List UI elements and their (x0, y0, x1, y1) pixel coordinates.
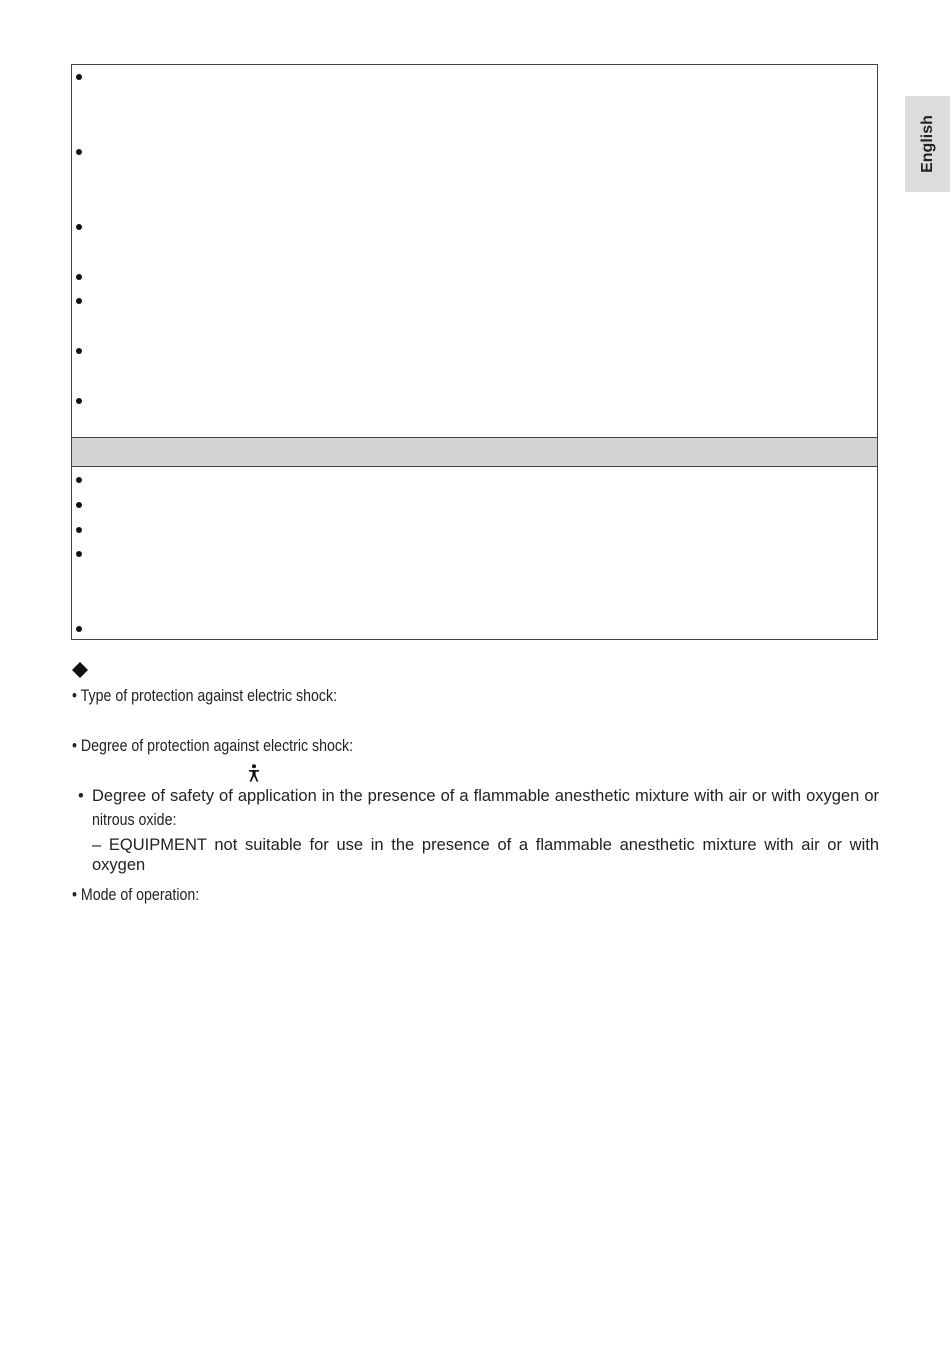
list-item-text: Type of protection against electric shock: (80, 687, 338, 705)
warnings-box (71, 64, 878, 640)
box-bullet (76, 626, 82, 632)
list-item-safety-degree-cont (92, 810, 176, 830)
bullet: • (72, 737, 77, 755)
list-item-bullet (78, 786, 84, 806)
box-bullet (76, 74, 82, 80)
person-icon (247, 764, 261, 782)
box-bullet (76, 502, 82, 508)
bullet: • (72, 886, 77, 904)
list-item-text: Degree of protection against electric shock: (80, 737, 354, 755)
bullet: • (78, 787, 84, 805)
list-item-protection-degree (72, 736, 353, 756)
list-item-mode-of-operation (72, 885, 199, 905)
list-item-text: nitrous oxide: (92, 811, 177, 829)
box-section-header (72, 437, 877, 467)
list-item-text: Mode of operation: (80, 886, 200, 904)
box-bullet (76, 398, 82, 404)
list-item-text: Degree of safety of application in the presence of a flammable anesthetic mixture with air or with oxygen or (92, 787, 879, 805)
diamond-icon (72, 662, 88, 678)
box-bullet (76, 477, 82, 483)
list-item-equipment-note (92, 835, 879, 875)
box-bullet (76, 527, 82, 533)
language-tab-label: English (918, 115, 936, 173)
list-item-text: – EQUIPMENT not suitable for use in the presence of a flammable anesthetic mixture with air or with oxygen (92, 836, 879, 874)
list-item-safety-degree (92, 786, 879, 806)
box-bullet (76, 274, 82, 280)
box-bullet (76, 298, 82, 304)
list-item-protection-type (72, 686, 337, 706)
bullet: • (72, 687, 77, 705)
language-tab (905, 96, 950, 192)
box-bullet (76, 551, 82, 557)
box-bullet (76, 224, 82, 230)
box-bullet (76, 348, 82, 354)
box-bullet (76, 149, 82, 155)
